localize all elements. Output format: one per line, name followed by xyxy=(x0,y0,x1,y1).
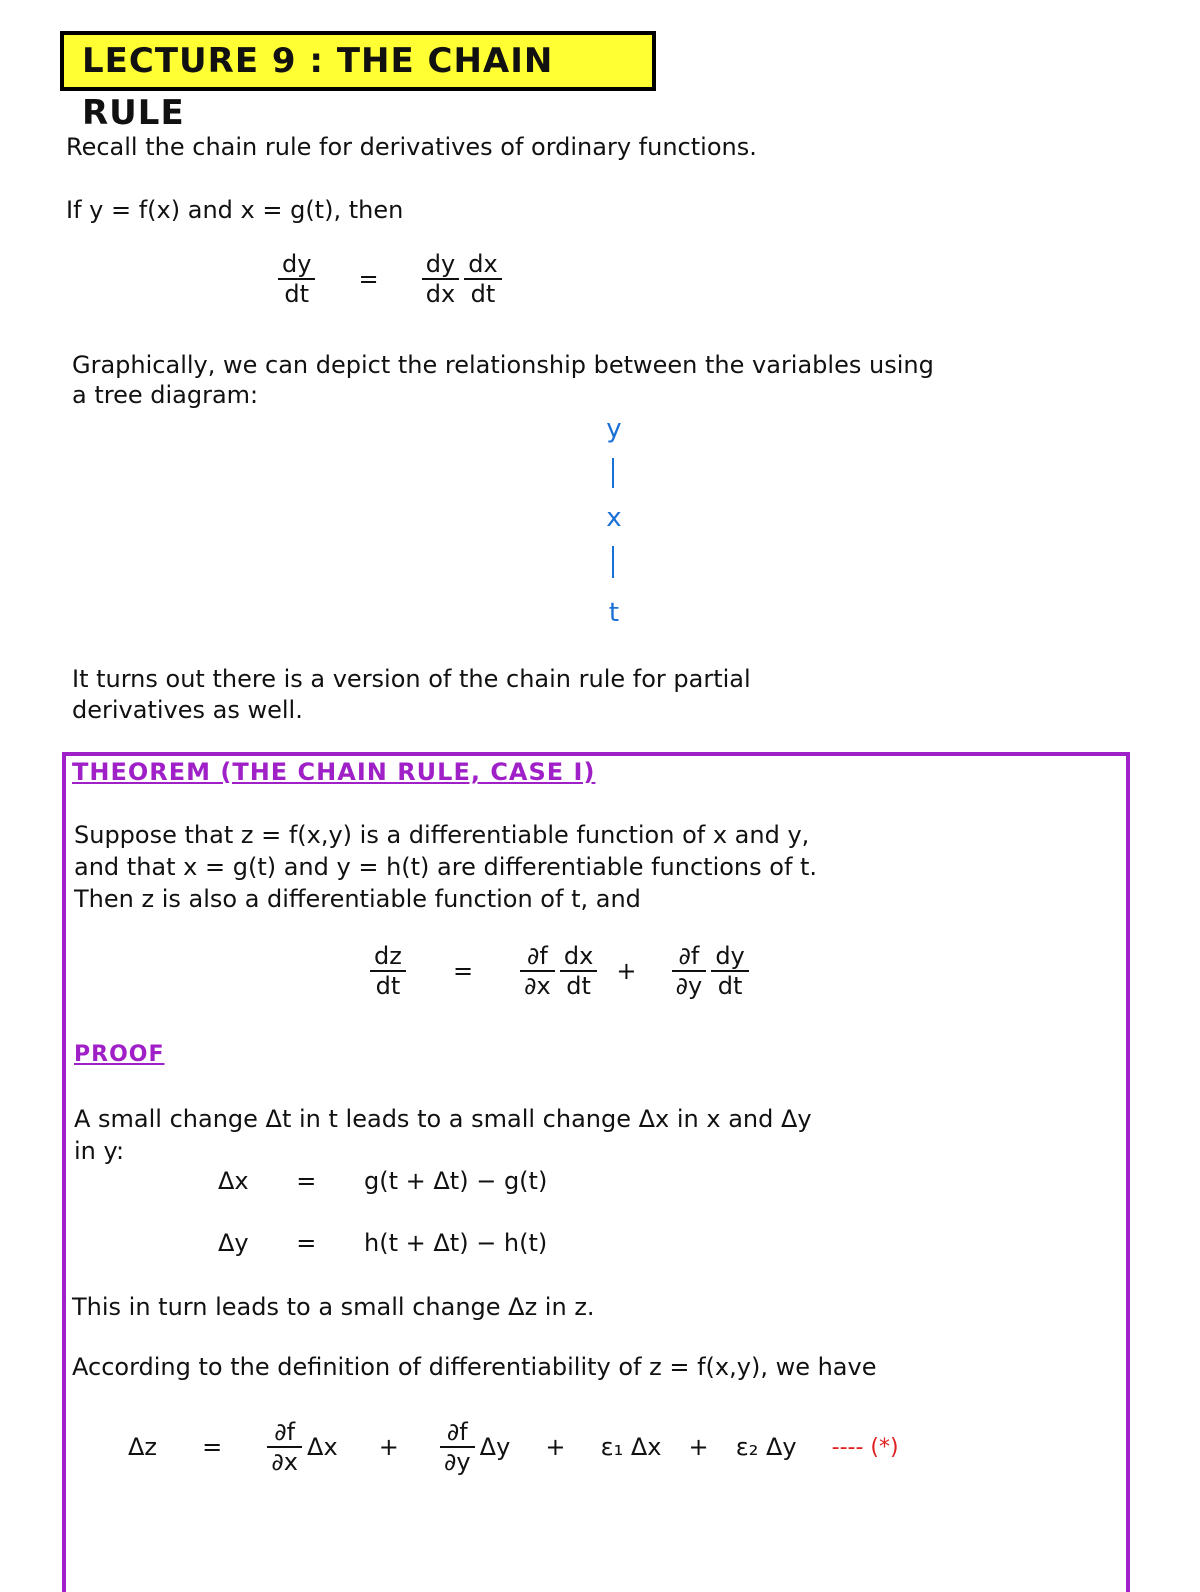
tree-edge-y-x xyxy=(612,458,614,488)
equals-sign: = xyxy=(296,1229,317,1257)
plus-sign: + xyxy=(616,957,637,985)
proof-line1: A small change Δt in t leads to a small change Δx in x and Δy xyxy=(74,1105,812,1133)
theorem-line2: and that x = g(t) and y = h(t) are differentiable functions of t. xyxy=(74,853,818,881)
tree-node-x: x xyxy=(606,503,622,533)
if-condition-text: If y = f(x) and x = g(t), then xyxy=(66,196,404,224)
tree-node-t: t xyxy=(608,598,620,628)
tree-node-y: y xyxy=(606,414,622,444)
lecture-title: LECTURE 9 : THE CHAIN RULE xyxy=(60,31,656,91)
plus-sign: + xyxy=(378,1433,399,1461)
plus-sign: + xyxy=(688,1433,709,1461)
fraction-dx-dt: $\frac{dx}{dt}$ xyxy=(560,942,597,1000)
fraction-df-dx: $\frac{\partial f}{\partial x}$ xyxy=(267,1418,302,1476)
equals-sign: = xyxy=(452,957,474,985)
theorem-heading: THEOREM (THE CHAIN RULE, CASE I) xyxy=(72,758,596,786)
differentiability-equation xyxy=(128,1418,899,1476)
turn-text: This in turn leads to a small change Δz in z. xyxy=(72,1293,595,1321)
graphically-text-line1: Graphically, we can depict the relationship between the variables using xyxy=(72,351,934,379)
partial-chain-rule-equation xyxy=(370,942,749,1000)
plus-sign: + xyxy=(545,1433,566,1461)
fraction-df-dy: $\frac{\partial f}{\partial y}$ xyxy=(672,942,707,1000)
graphically-text-line2: a tree diagram: xyxy=(72,381,259,409)
delta-x-term: Δx xyxy=(307,1433,338,1461)
proof-heading: PROOF xyxy=(74,1042,165,1067)
equation-tag: ---- (*) xyxy=(831,1434,899,1460)
fraction-df-dx: $\frac{\partial f}{\partial x}$ xyxy=(520,942,555,1000)
tree-edge-x-t xyxy=(612,546,614,578)
delta-z-lhs: Δz xyxy=(128,1433,158,1461)
proof-line2: in y: xyxy=(74,1137,125,1165)
fraction-dz-dt: $\frac{dz}{dt}$ xyxy=(370,942,406,1000)
ordinary-chain-rule-equation xyxy=(278,250,502,308)
delta-y-lhs: Δy xyxy=(218,1229,249,1257)
delta-x-rhs: g(t + Δt) − g(t) xyxy=(364,1167,548,1195)
theorem-line3: Then z is also a differentiable function of t, and xyxy=(74,885,641,913)
epsilon1-term: ε₁ Δx xyxy=(600,1433,662,1461)
fraction-dy-dt: $\frac{dy}{dt}$ xyxy=(711,942,748,1000)
equals-sign: = xyxy=(202,1433,223,1461)
fraction-df-dy: $\frac{\partial f}{\partial y}$ xyxy=(440,1418,475,1476)
delta-y-equation xyxy=(218,1228,547,1258)
epsilon2-term: ε₂ Δy xyxy=(735,1433,797,1461)
partial-text-line1: It turns out there is a version of the chain rule for partial xyxy=(72,665,751,693)
delta-x-lhs: Δx xyxy=(218,1167,249,1195)
delta-y-rhs: h(t + Δt) − h(t) xyxy=(364,1229,548,1257)
fraction-dy-dt: $\frac{dy}{dt}$ xyxy=(278,250,315,308)
theorem-line1: Suppose that z = f(x,y) is a differentiable function of x and y, xyxy=(74,821,810,849)
fraction-dy-dx: $\frac{dy}{dx}$ xyxy=(422,250,459,308)
partial-text-line2: derivatives as well. xyxy=(72,696,303,724)
equals-sign: = xyxy=(358,265,379,293)
recall-text: Recall the chain rule for derivatives of ordinary functions. xyxy=(66,133,757,161)
fraction-dx-dt: $\frac{dx}{dt}$ xyxy=(464,250,501,308)
delta-y-term: Δy xyxy=(479,1433,511,1461)
equals-sign: = xyxy=(296,1167,317,1195)
according-text: According to the definition of differentiability of z = f(x,y), we have xyxy=(72,1353,877,1381)
delta-x-equation xyxy=(218,1166,547,1196)
